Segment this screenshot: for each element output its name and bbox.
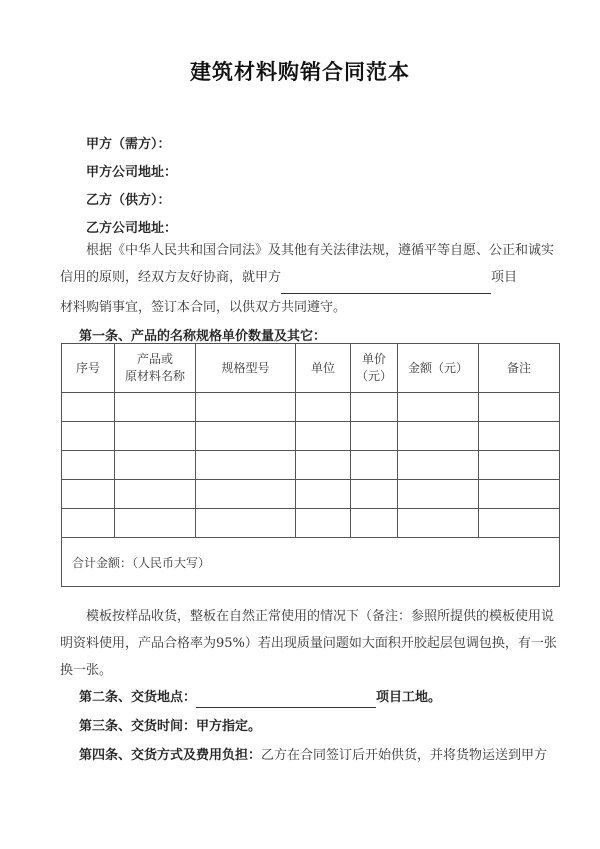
clause-3-title: 第三条、交货时间：甲方指定。 — [79, 719, 262, 734]
party-b-address-label: 乙方公司地址： — [86, 221, 178, 236]
delivery-location-blank — [196, 692, 376, 708]
table-row — [62, 422, 560, 451]
product-spec-table — [61, 343, 560, 587]
total-amount-label: 合计金额：（人民币大写） — [62, 538, 560, 587]
header-cell: 规格型号 — [196, 344, 296, 393]
intro-paragraph — [60, 237, 555, 321]
project-name-blank — [281, 266, 491, 294]
note-line-1: 模板按样品收货，整板在自然正常使用的情况下（备注：参照所提供的模板使用说 — [86, 609, 555, 624]
total-row — [62, 538, 560, 587]
clause-4 — [79, 744, 547, 763]
template-note-paragraph — [60, 603, 557, 684]
header-cell: 单价 （元） — [351, 344, 398, 393]
clause-4-title: 第四条、交货方式及费用负担： — [79, 748, 262, 763]
table-row — [62, 451, 560, 480]
table-row — [62, 480, 560, 509]
table-row — [62, 393, 560, 422]
clause-2-suffix: 项目工地。 — [376, 690, 442, 705]
header-cell: 单位 — [296, 344, 351, 393]
header-cell: 备注 — [479, 344, 560, 393]
intro-line-2-suffix: 项目 — [491, 270, 518, 285]
party-a-address-label: 甲方公司地址： — [86, 165, 178, 180]
party-b-label: 乙方（供方）： — [86, 193, 171, 208]
header-cell: 产品或 原材料名称 — [115, 344, 196, 393]
header-cell: 序号 — [62, 344, 115, 393]
note-line-2: 明资料使用，产品合格率为95%）若出现质量问题如大面积开胶起层包调包换，有一张 — [60, 636, 557, 651]
clause-2 — [79, 686, 441, 708]
table-header-row — [62, 344, 560, 393]
note-line-3: 换一张。 — [60, 663, 113, 678]
clause-4-text: 乙方在合同签订后开始供货，并将货物运送到甲方 — [261, 748, 548, 763]
intro-line-2 — [60, 264, 540, 294]
clause-2-title: 第二条、交货地点： — [79, 690, 197, 705]
intro-line-3: 材料购销事宜，签订本合同，以供双方共同遵守。 — [60, 300, 347, 315]
table-row — [62, 509, 560, 538]
intro-line-2-prefix: 信用的原则，经双方友好协商，就甲方 — [60, 270, 282, 285]
header-cell: 金额（元） — [398, 344, 479, 393]
intro-line-1: 根据《中华人民共和国合同法》及其他有关法律法规，遵循平等自愿、公正和诚实 — [86, 243, 555, 258]
document-title: 建筑材料购销合同范本 — [190, 59, 410, 84]
party-a-label: 甲方（需方）： — [86, 137, 171, 152]
clause-1-title: 第一条、产品的名称规格单价数量及其它： — [79, 329, 327, 344]
